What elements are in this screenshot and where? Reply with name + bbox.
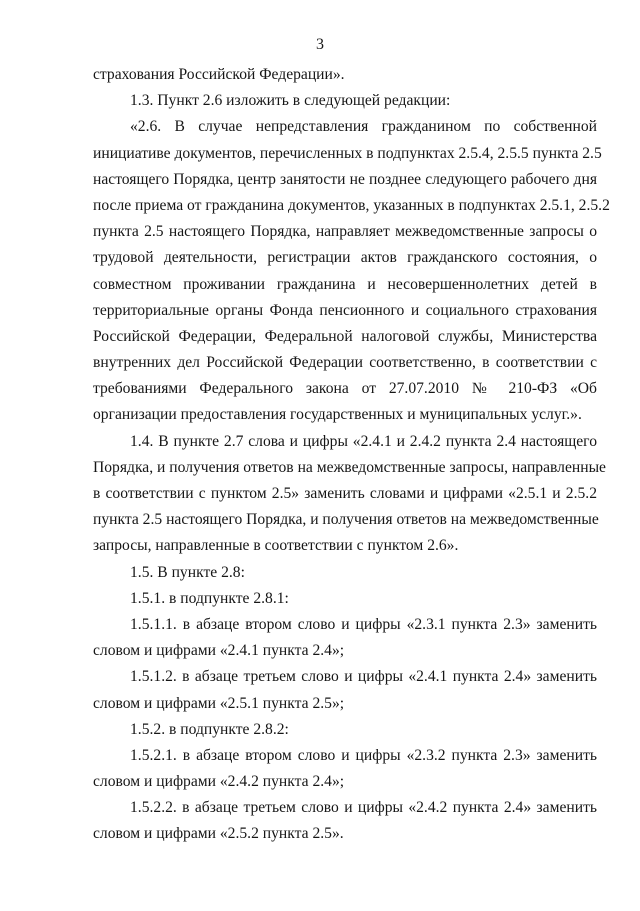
text-line: «2.6. В случае непредставления гражданином по собственной <box>130 118 597 136</box>
text-line: 1.5.1.2. в абзаце третьем слово и цифры «2.4.1 пункта 2.4» заменить <box>130 668 597 686</box>
text-line: словом и цифрами «2.5.2 пункта 2.5». <box>93 825 344 843</box>
text-line: запросы, направленные в соответствии с пунктом 2.6». <box>93 537 459 555</box>
text-line: трудовой деятельности, регистрации актов гражданского состояния, о <box>93 249 597 267</box>
text-line: после приема от гражданина документов, указанных в подпунктах 2.5.1, 2.5.2 <box>93 196 610 214</box>
text-line: словом и цифрами «2.4.2 пункта 2.4»; <box>93 773 345 791</box>
page-number: 3 <box>316 36 324 53</box>
text-line: территориальные органы Фонда пенсионного и социального страхования <box>93 301 597 319</box>
text-line: страхования Российской Федерации». <box>93 66 345 83</box>
text-line: словом и цифрами «2.5.1 пункта 2.5»; <box>93 694 345 712</box>
text-line: внутренних дел Российской Федерации соответственно, в соответствии с <box>93 354 597 372</box>
text-line: 1.3. Пункт 2.6 изложить в следующей редакции: <box>130 92 451 110</box>
text-line: организации предоставления государственных и муниципальных услуг.». <box>93 406 582 424</box>
text-line: 1.4. В пункте 2.7 слова и цифры «2.4.1 и 2.4.2 пункта 2.4 настоящего <box>130 432 597 450</box>
text-line: 1.5.2.1. в абзаце втором слово и цифры «2.3.2 пункта 2.3» заменить <box>130 746 597 764</box>
text-line: словом и цифрами «2.4.1 пункта 2.4»; <box>93 642 345 660</box>
text-line: совместном проживании гражданина и несовершеннолетних детей в <box>93 275 597 293</box>
text-line: 1.5.1. в подпункте 2.8.1: <box>130 589 289 607</box>
text-line: пункта 2.5 настоящего Порядка, и получения ответов на межведомственные <box>93 511 599 529</box>
text-line: 1.5.2. в подпункте 2.8.2: <box>130 720 289 738</box>
text-line: требованиями Федерального закона от 27.07.2010 № 210-ФЗ «Об <box>93 380 597 398</box>
text-line: 1.5. В пункте 2.8: <box>130 563 245 581</box>
text-line: инициативе документов, перечисленных в подпунктах 2.5.4, 2.5.5 пункта 2.5 <box>93 144 602 162</box>
document-body <box>93 62 610 848</box>
text-line: в соответствии с пунктом 2.5» заменить словами и цифрами «2.5.1 и 2.5.2 <box>93 485 597 502</box>
text-line: Российской Федерации, Федеральной налоговой службы, Министерства <box>93 327 597 345</box>
text-line: 1.5.1.1. в абзаце втором слово и цифры «2.3.1 пункта 2.3» заменить <box>130 615 597 633</box>
text-line: Порядка, и получения ответов на межведомственные запросы, направленные <box>93 458 606 476</box>
text-line: пункта 2.5 настоящего Порядка, направляет межведомственные запросы о <box>93 223 597 241</box>
text-line: настоящего Порядка, центр занятости не позднее следующего рабочего дня <box>93 170 597 188</box>
text-line: 1.5.2.2. в абзаце третьем слово и цифры «2.4.2 пункта 2.4» заменить <box>130 799 597 817</box>
